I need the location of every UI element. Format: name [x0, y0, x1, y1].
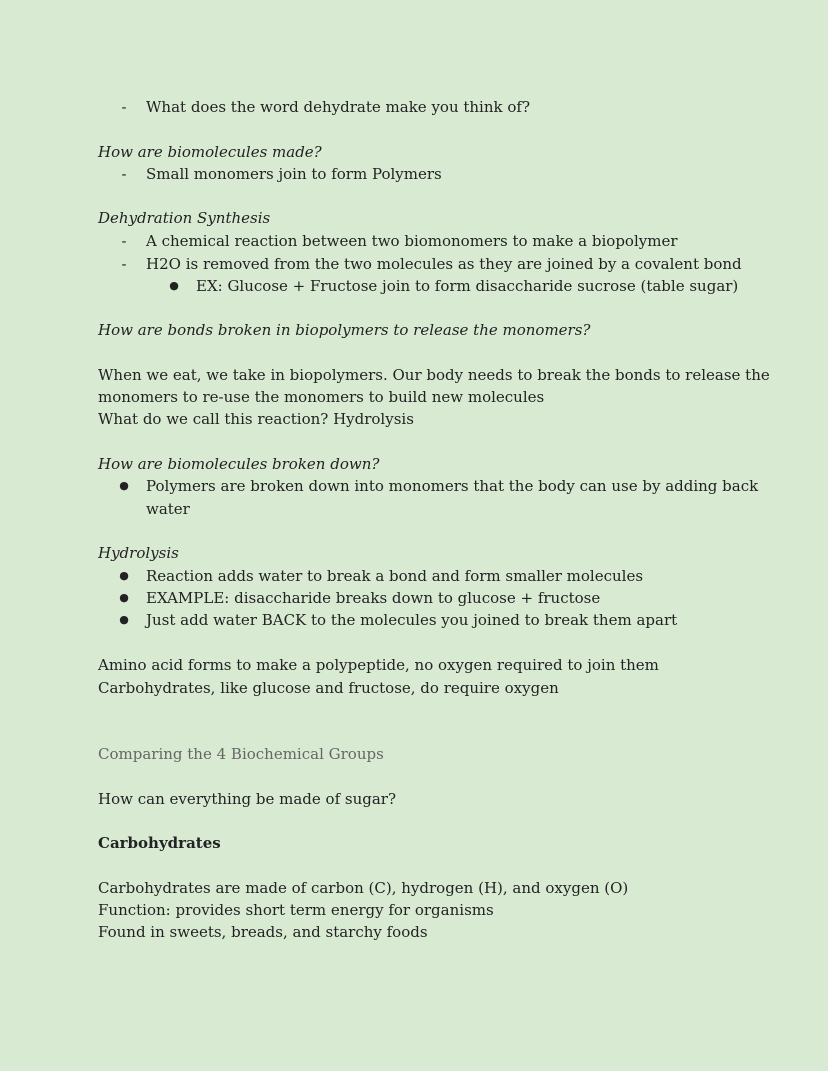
section-heading: Hydrolysis — [98, 544, 179, 562]
bold-heading: Carbohydrates — [98, 834, 221, 852]
list-item-text: water — [146, 500, 190, 518]
bullet-dot-marker: ● — [169, 279, 179, 292]
list-item-text: Small monomers join to form Polymers — [146, 165, 442, 183]
paragraph-line: Carbohydrates are made of carbon (C), hydrogen (H), and oxygen (O) — [98, 879, 629, 897]
bullet-dot-marker: ● — [119, 479, 129, 492]
list-item-text: EX: Glucose + Fructose join to form disaccharide sucrose (table sugar) — [196, 277, 739, 295]
paragraph-line: Found in sweets, breads, and starchy foods — [98, 923, 428, 941]
bullet-dot-marker: ● — [119, 591, 129, 604]
section-heading-gray: Comparing the 4 Biochemical Groups — [98, 745, 384, 763]
paragraph-line: Amino acid forms to make a polypeptide, no oxygen required to join them — [98, 656, 659, 674]
paragraph-line: What do we call this reaction? Hydrolysis — [98, 410, 414, 428]
section-heading: How are bonds broken in biopolymers to release the monomers? — [98, 321, 591, 339]
list-item-text: Just add water BACK to the molecules you joined to break them apart — [146, 611, 678, 629]
paragraph-line: How can everything be made of sugar? — [98, 790, 397, 808]
list-item-text: H2O is removed from the two molecules as they are joined by a covalent bond — [146, 255, 742, 273]
paragraph-line: monomers to re-use the monomers to build new molecules — [98, 388, 545, 406]
list-item-text: EXAMPLE: disaccharide breaks down to glucose + fructose — [146, 589, 601, 607]
section-heading: How are biomolecules broken down? — [98, 455, 380, 473]
paragraph-line: When we eat, we take in biopolymers. Our body needs to break the bonds to release the — [98, 366, 770, 384]
list-item-text: What does the word dehydrate make you think of? — [146, 98, 531, 116]
list-item-text: Polymers are broken down into monomers that the body can use by adding back — [146, 477, 759, 495]
paragraph-line: Function: provides short term energy for organisms — [98, 901, 494, 919]
dash-marker: - — [121, 98, 127, 116]
paragraph-line: Carbohydrates, like glucose and fructose, do require oxygen — [98, 679, 559, 697]
list-item-text: A chemical reaction between two biomonomers to make a biopolymer — [146, 232, 678, 250]
section-heading: How are biomolecules made? — [98, 143, 322, 161]
dash-marker: - — [121, 165, 127, 183]
bullet-dot-marker: ● — [119, 569, 129, 582]
section-heading: Dehydration Synthesis — [98, 209, 271, 227]
dash-marker: - — [121, 232, 127, 250]
list-item-text: Reaction adds water to break a bond and form smaller molecules — [146, 567, 644, 585]
bullet-dot-marker: ● — [119, 613, 129, 626]
dash-marker: - — [121, 255, 127, 273]
